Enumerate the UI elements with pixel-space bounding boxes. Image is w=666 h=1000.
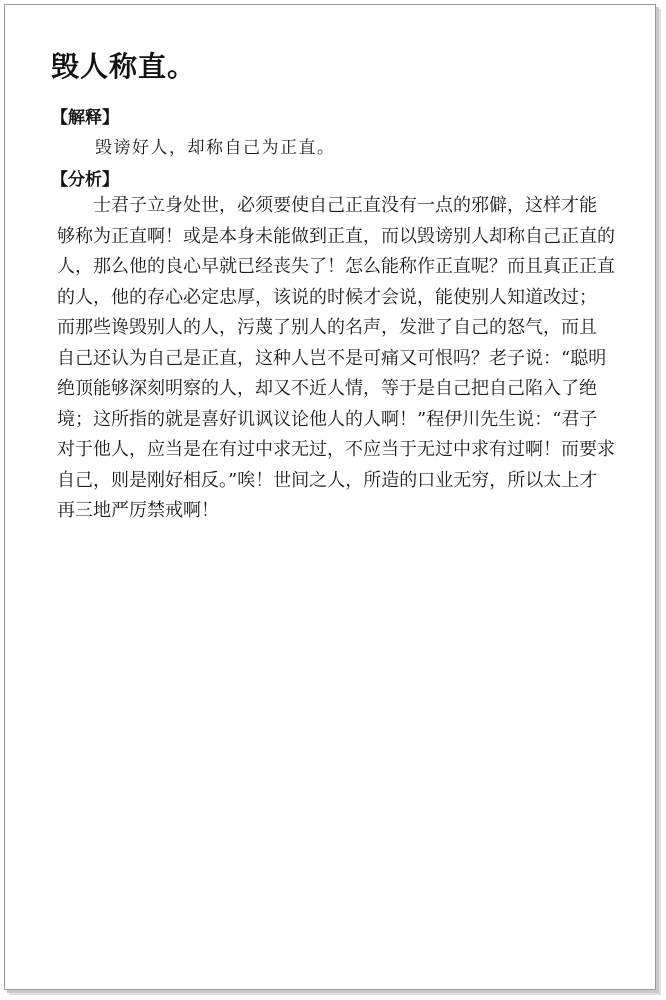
analysis-line: 自己，则是刚好相反。”唉！世间之人，所造的口业无穷，所以太上才	[57, 469, 598, 491]
analysis-line: 而那些谗毁别人的人，污蔑了别人的名声，发泄了自己的怒气，而且	[57, 317, 597, 338]
analysis-line: 对于他人，应当是在有过中求无过，不应当于无过中求有过啊！而要求	[57, 439, 615, 460]
analysis-line: 人，那么他的良心早就已经丧失了！怎么能称作正直呢？而且真正正直	[57, 256, 615, 277]
analysis-line: 再三地严厉禁戒啊！	[57, 500, 219, 521]
analysis-heading: 【分析】	[51, 170, 119, 190]
page-frame	[4, 4, 656, 990]
analysis-line: 够称为正直啊！或是本身未能做到正直，而以毁谤别人却称自己正直的	[57, 225, 615, 247]
analysis-line: 士君子立身处世，必须要使自己正直没有一点的邪僻，这样才能	[93, 195, 597, 216]
analysis-line: 的人，他的存心必定忠厚，该说的时候才会说，能使别人知道改过；	[57, 286, 597, 308]
analysis-line: 境；这所指的就是喜好讥讽议论他人的人啊！”程伊川先生说：“君子	[57, 408, 598, 430]
explanation-text: 毁谤好人，却称自己为正直。	[95, 138, 336, 158]
page-title: 毁人称直。	[51, 50, 197, 83]
explanation-heading: 【解释】	[51, 108, 119, 128]
analysis-line: 自己还认为自己是正直，这种人岂不是可痛又可恨吗？老子说：“聪明	[57, 347, 607, 369]
analysis-body	[57, 191, 637, 527]
analysis-line: 绝顶能够深刻明察的人，却又不近人情，等于是自己把自己陷入了绝	[57, 378, 597, 399]
